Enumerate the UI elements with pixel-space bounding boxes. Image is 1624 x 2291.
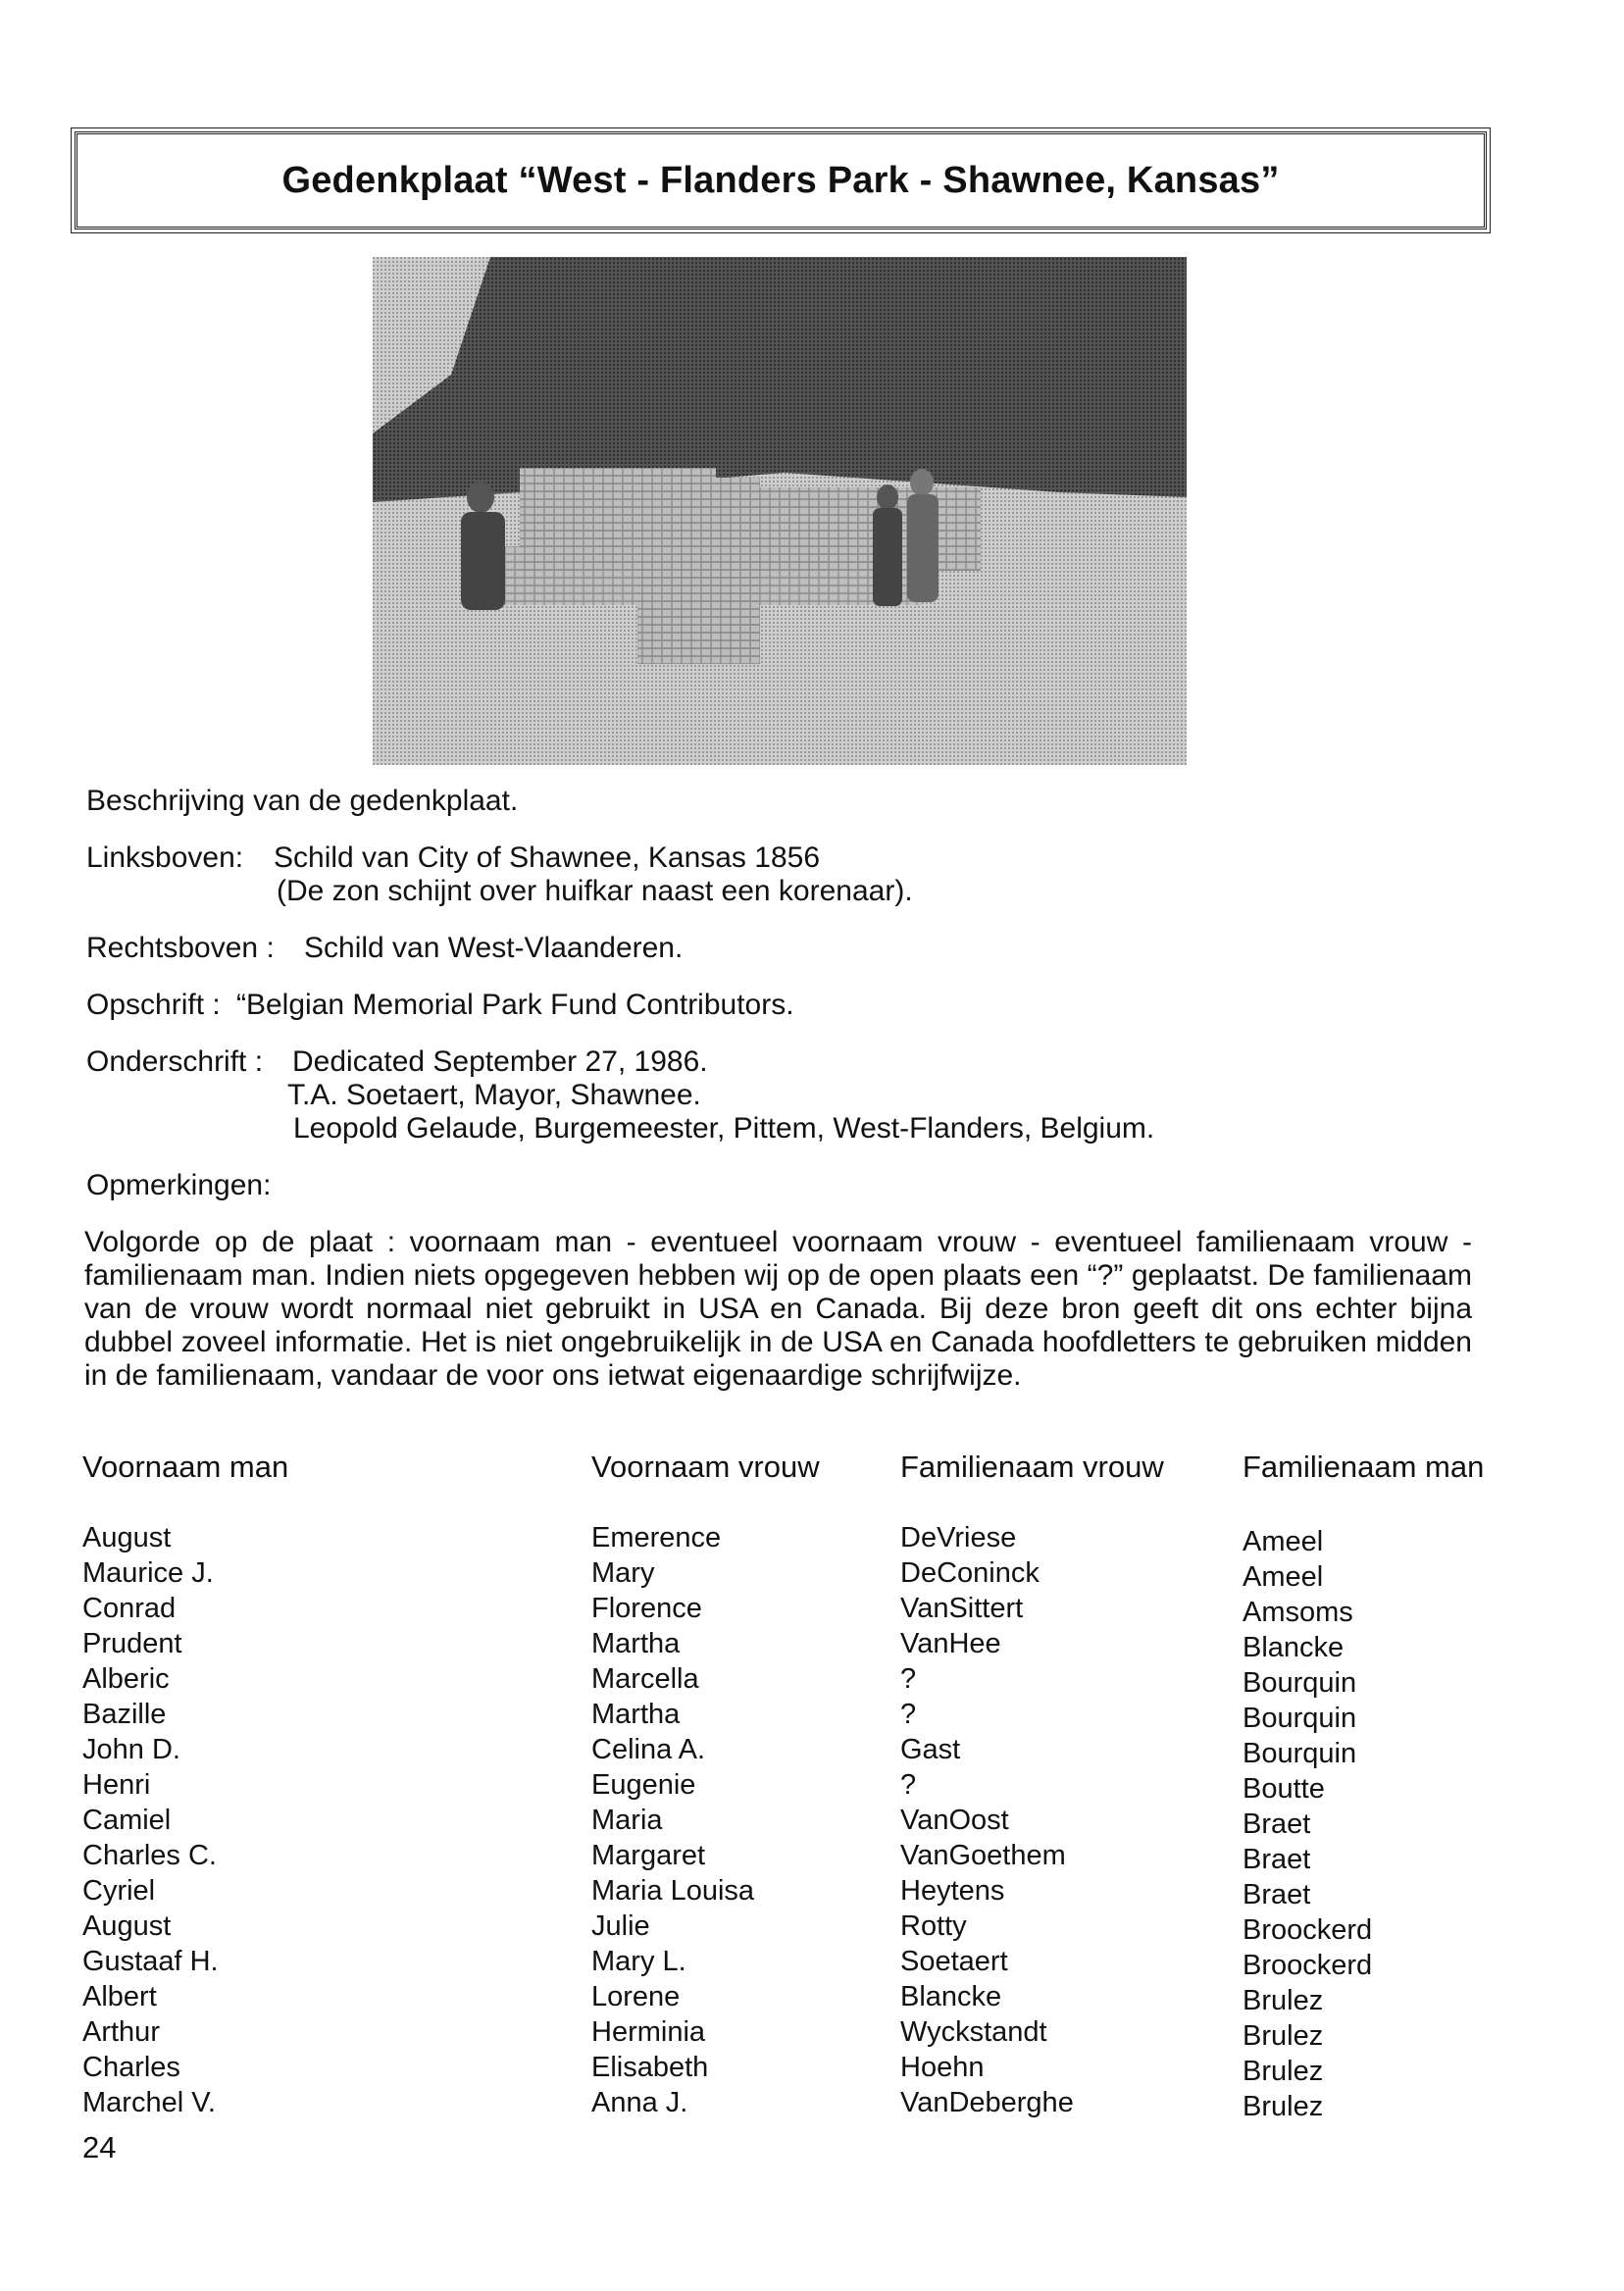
- description-heading: Beschrijving van de gedenkplaat.: [86, 785, 519, 817]
- list-item: Gast: [900, 1734, 961, 1765]
- header-voornaam-vrouw: Voornaam vrouw: [591, 1450, 820, 1484]
- list-item: Braet: [1243, 1879, 1311, 1910]
- list-item: Soetaert: [900, 1946, 1008, 1977]
- list-item: DeVriese: [900, 1522, 1017, 1553]
- photo-memorial-park-icon: [373, 257, 1187, 765]
- page-title: Gedenkplaat “West - Flanders Park - Shawnee, Kansas”: [281, 159, 1280, 201]
- list-item: Blancke: [1243, 1632, 1345, 1663]
- opmerkingen-paragraph: Volgorde op de plaat : voornaam man - eventueel voornaam vrouw - eventueel familienaam vrouw - familienaam man. Indien niets opgegeven hebben wij op de open plaats een “?” geplaatst. De familienaam van de vrouw wordt normaal niet gebruikt in USA en Canada. Bij deze bron geeft dit ons echter bijna dubbel zoveel informatie. Het is niet ongebruikelijk in de USA en Canada hoofdletters te gebruiken midden in de familienaam, vandaar de voor ons ietwat eigenaardige schrijfwijze.: [84, 1226, 1472, 1392]
- list-item: Henri: [82, 1769, 151, 1801]
- linksboven-text: Schild van City of Shawnee, Kansas 1856: [274, 841, 821, 874]
- list-item: VanDeberghe: [900, 2087, 1074, 2118]
- list-item: Braet: [1243, 1844, 1311, 1875]
- list-item: ?: [900, 1699, 917, 1730]
- rechtsboven-text: Schild van West-Vlaanderen.: [304, 932, 684, 964]
- list-item: Ameel: [1243, 1526, 1324, 1557]
- title-box: [75, 131, 1487, 229]
- list-item: Broockerd: [1243, 1950, 1373, 1981]
- list-item: Maria: [591, 1805, 663, 1836]
- opschrift-text: “Belgian Memorial Park Fund Contributors.: [236, 989, 794, 1021]
- column-familienaam-vrouw: [900, 1520, 1074, 2120]
- list-item: Arthur: [82, 2016, 160, 2048]
- list-item: Marcella: [591, 1663, 699, 1695]
- opschrift-label: Opschrift :: [86, 989, 221, 1021]
- header-voornaam-man: Voornaam man: [82, 1450, 289, 1484]
- list-item: Maria Louisa: [591, 1875, 755, 1907]
- list-item: Martha: [591, 1699, 681, 1730]
- list-item: Amsoms: [1243, 1597, 1353, 1628]
- list-item: Mary L.: [591, 1946, 686, 1977]
- list-item: Alberic: [82, 1663, 170, 1695]
- list-item: Brulez: [1243, 2056, 1324, 2087]
- list-item: Maurice J.: [82, 1557, 214, 1589]
- rechtsboven-label: Rechtsboven :: [86, 932, 275, 964]
- list-item: VanOost: [900, 1805, 1009, 1836]
- column-voornaam-man: [82, 1520, 219, 2120]
- onderschrift-line3: Leopold Gelaude, Burgemeester, Pittem, West-Flanders, Belgium.: [293, 1112, 1155, 1145]
- memorial-photo: [373, 257, 1187, 765]
- list-item: Bourquin: [1243, 1667, 1357, 1699]
- list-item: Florence: [591, 1593, 702, 1624]
- opmerkingen-label: Opmerkingen:: [86, 1169, 272, 1201]
- list-item: VanGoethem: [900, 1840, 1066, 1871]
- list-item: Albert: [82, 1981, 157, 2012]
- list-item: Eugenie: [591, 1769, 696, 1801]
- linksboven-subtext: (De zon schijnt over huifkar naast een korenaar).: [277, 875, 913, 907]
- list-item: Julie: [591, 1910, 650, 1942]
- list-item: Broockerd: [1243, 1914, 1373, 1946]
- list-item: Ameel: [1243, 1561, 1324, 1593]
- list-item: Cyriel: [82, 1875, 156, 1907]
- list-item: Brulez: [1243, 2091, 1324, 2122]
- page-number: 24: [82, 2130, 117, 2164]
- list-item: Braet: [1243, 1808, 1311, 1840]
- list-item: Elisabeth: [591, 2052, 709, 2083]
- list-item: Conrad: [82, 1593, 177, 1624]
- list-item: Charles C.: [82, 1840, 217, 1871]
- onderschrift-line1: Dedicated September 27, 1986.: [292, 1045, 708, 1078]
- list-item: Boutte: [1243, 1773, 1325, 1805]
- list-item: Emerence: [591, 1522, 722, 1553]
- list-item: Margaret: [591, 1840, 706, 1871]
- column-voornaam-vrouw: [591, 1520, 754, 2120]
- list-item: August: [82, 1522, 172, 1553]
- onderschrift-label: Onderschrift :: [86, 1045, 264, 1078]
- list-item: Martha: [591, 1628, 681, 1659]
- list-item: August: [82, 1910, 172, 1942]
- list-item: ?: [900, 1769, 917, 1801]
- list-item: Celina A.: [591, 1734, 706, 1765]
- list-item: Prudent: [82, 1628, 182, 1659]
- linksboven-label: Linksboven:: [86, 841, 244, 874]
- list-item: Bourquin: [1243, 1738, 1357, 1769]
- list-item: Herminia: [591, 2016, 706, 2048]
- list-item: Mary: [591, 1557, 655, 1589]
- list-item: ?: [900, 1663, 917, 1695]
- header-familienaam-man: Familienaam man: [1243, 1450, 1485, 1484]
- list-item: Gustaaf H.: [82, 1946, 219, 1977]
- list-item: Camiel: [82, 1805, 172, 1836]
- list-item: Bazille: [82, 1699, 167, 1730]
- list-item: Lorene: [591, 1981, 681, 2012]
- list-item: Hoehn: [900, 2052, 985, 2083]
- column-familienaam-man: [1243, 1524, 1372, 2124]
- list-item: Brulez: [1243, 2020, 1324, 2052]
- list-item: Rotty: [900, 1910, 967, 1942]
- list-item: Wyckstandt: [900, 2016, 1047, 2048]
- list-item: Marchel V.: [82, 2087, 216, 2118]
- list-item: Brulez: [1243, 1985, 1324, 2016]
- list-item: Anna J.: [591, 2087, 688, 2118]
- list-item: Charles: [82, 2052, 180, 2083]
- list-item: VanHee: [900, 1628, 1001, 1659]
- list-item: Heytens: [900, 1875, 1005, 1907]
- list-item: John D.: [82, 1734, 180, 1765]
- onderschrift-line2: T.A. Soetaert, Mayor, Shawnee.: [287, 1079, 701, 1111]
- list-item: VanSittert: [900, 1593, 1024, 1624]
- list-item: DeConinck: [900, 1557, 1040, 1589]
- header-familienaam-vrouw: Familienaam vrouw: [900, 1450, 1164, 1484]
- list-item: Bourquin: [1243, 1703, 1357, 1734]
- list-item: Blancke: [900, 1981, 1002, 2012]
